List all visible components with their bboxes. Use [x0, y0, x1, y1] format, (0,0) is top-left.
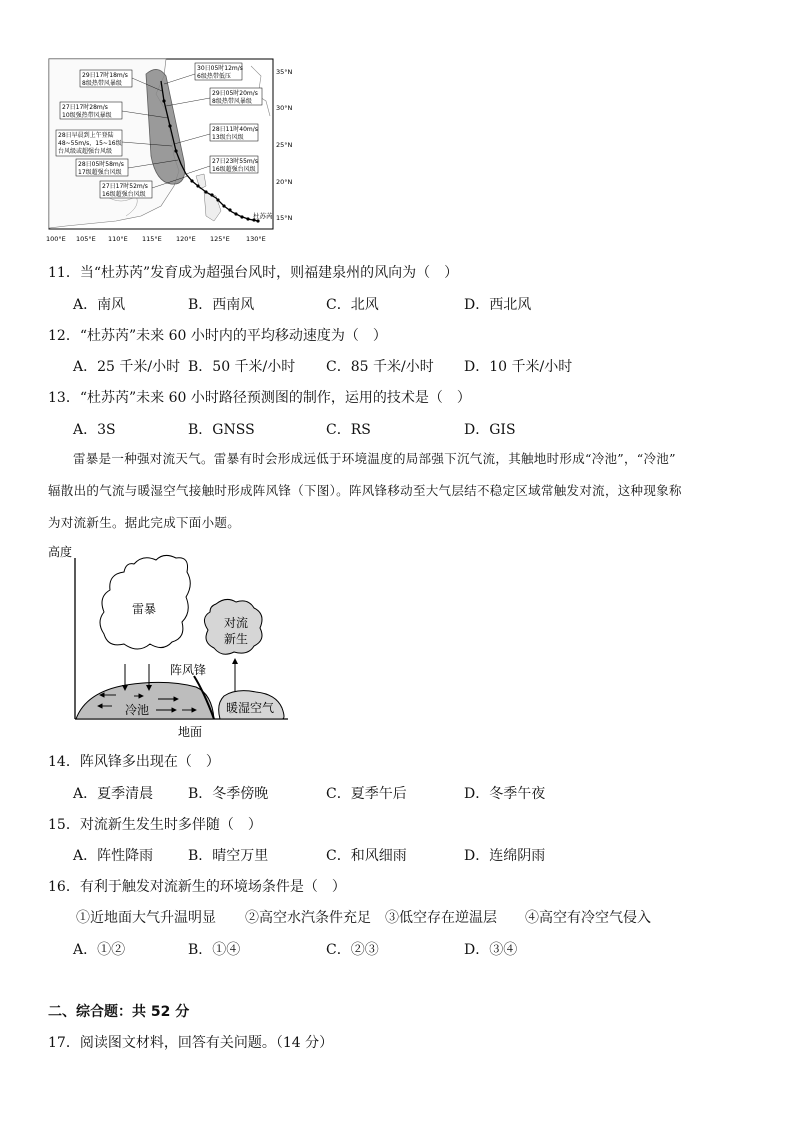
lon-label-130: 130°E: [246, 235, 266, 243]
callout-0-line2: 6级热带低压: [197, 73, 231, 80]
q12-option-b[interactable]: B．50 千米/小时: [188, 359, 296, 375]
q15-option-b[interactable]: B．晴空万里: [188, 848, 269, 864]
lon-label-120: 120°E: [176, 235, 196, 243]
question-17: 17．阅读图文材料，回答有关问题。（14 分）: [48, 1035, 334, 1051]
convection-label-line2: 新生: [224, 632, 249, 646]
q12-option-a[interactable]: A．25 千米/小时: [73, 359, 181, 375]
q16-option-c[interactable]: C．②③: [326, 942, 379, 958]
passage-line-1-text: 雷暴是一种强对流天气。雷暴有时会形成远低于环境温度的局部强下沉气流，其触地时形成“冷池”，“冷池”: [73, 451, 676, 466]
question-16: 16．有利于触发对流新生的环境场条件是（ ）: [48, 879, 346, 895]
q16-item-2: ②高空水汽条件充足: [245, 910, 371, 926]
q11-option-b[interactable]: B．西南风: [188, 297, 255, 313]
callout-5-line1: 28日早晨到上午登陆: [58, 132, 114, 139]
lon-label-100: 100°E: [46, 235, 66, 243]
q16-item-4: ④高空有冷空气侵入: [525, 910, 651, 926]
callout-8-line2: 16级超强台风级: [102, 191, 146, 198]
q14-option-a[interactable]: A．夏季清晨: [73, 786, 154, 802]
question-15: 15．对流新生发生时多伴随（ ）: [48, 817, 262, 833]
q13-option-b[interactable]: B．GNSS: [188, 422, 255, 438]
lat-label-30: 30°N: [276, 104, 293, 112]
q11-option-a[interactable]: A．南风: [73, 297, 126, 313]
question-13: 13．“杜苏芮”未来 60 小时路径预测图的制作，运用的技术是（ ）: [48, 390, 471, 406]
lat-label-25: 25°N: [276, 141, 293, 149]
callout-0-line1: 30日05时12m/s: [197, 65, 243, 72]
callout-2-line2: 8级热带风暴级: [212, 98, 252, 105]
callout-7-line2: 16级超强台风级: [212, 166, 256, 173]
callout-3-line1: 27日17时28m/s: [62, 104, 108, 111]
passage-line-1: [48, 443, 750, 475]
reading-passage: [48, 443, 750, 539]
lat-label-20: 20°N: [276, 178, 293, 186]
lon-label-125: 125°E: [210, 235, 230, 243]
q14-option-b[interactable]: B．冬季傍晚: [188, 786, 269, 802]
question-11: 11．当“杜苏芮”发育成为超强台风时，则福建泉州的风向为（ ）: [48, 265, 459, 281]
callout-4-line1: 28日11时40m/s: [212, 126, 258, 133]
warm-air-label: 暖湿空气: [226, 701, 275, 715]
lon-label-105: 105°E: [76, 235, 96, 243]
q13-option-a[interactable]: A．3S: [73, 422, 116, 438]
q11-option-d[interactable]: D．西北风: [464, 297, 532, 313]
q16-option-d[interactable]: D．③④: [464, 942, 518, 958]
callout-1-line1: 29日17时18m/s: [82, 72, 128, 79]
gust-front-diagram: [46, 542, 296, 742]
q16-item-1: ①近地面大气升温明显: [76, 910, 216, 926]
convection-label-line1: 对流: [224, 616, 249, 630]
lon-label-115: 115°E: [142, 235, 162, 243]
q14-option-c[interactable]: C．夏季午后: [326, 786, 407, 802]
passage-line-2: 辐散出的气流与暖湿空气接触时形成阵风锋（下图）。阵风锋移动至大气层结不稳定区域常触发对流，这种现象称: [48, 483, 682, 498]
lat-label-35: 35°N: [276, 68, 293, 76]
callout-5-line2: 48~55m/s，15~16级: [58, 140, 122, 147]
callout-2-line1: 29日05时20m/s: [212, 90, 258, 97]
passage-line-3: 为对流新生。据此完成下面小题。: [48, 515, 241, 530]
callout-3-line2: 10级强热带风暴级: [62, 112, 112, 119]
q11-option-c[interactable]: C．北风: [326, 297, 379, 313]
q14-option-d[interactable]: D．冬季午夜: [464, 786, 546, 802]
question-12: 12．“杜苏芮”未来 60 小时内的平均移动速度为（ ）: [48, 328, 387, 344]
callout-8-line1: 27日17时52m/s: [102, 183, 148, 190]
callout-5-line3: 台风级或超强台风级: [58, 148, 113, 155]
y-axis-label: 高度: [48, 545, 73, 559]
q16-option-a[interactable]: A．①②: [73, 942, 126, 958]
callout-1-line2: 8级热带风暴级: [82, 80, 122, 87]
typhoon-track-map: [46, 56, 308, 246]
callout-6-line2: 17级超强台风级: [78, 169, 122, 176]
q16-option-b[interactable]: B．①④: [188, 942, 241, 958]
q13-option-d[interactable]: D．GIS: [464, 422, 516, 438]
callout-7-line1: 27日23时55m/s: [212, 158, 258, 165]
gust-front-label: 阵风锋: [170, 663, 207, 677]
typhoon-name-label: 杜苏芮: [253, 212, 273, 220]
q15-option-c[interactable]: C．和风细雨: [326, 848, 407, 864]
q12-option-c[interactable]: C．85 千米/小时: [326, 359, 434, 375]
section-2-heading: 二、综合题：共 52 分: [48, 1004, 190, 1020]
cold-pool-label: 冷池: [125, 703, 150, 717]
thunderstorm-label: 雷暴: [132, 602, 157, 616]
q15-option-d[interactable]: D．连绵阴雨: [464, 848, 546, 864]
lat-label-15: 15°N: [276, 214, 293, 222]
ground-label: 地面: [178, 725, 203, 739]
question-14: 14．阵风锋多出现在（ ）: [48, 754, 220, 770]
q13-option-c[interactable]: C．RS: [326, 422, 371, 438]
q12-option-d[interactable]: D．10 千米/小时: [464, 359, 573, 375]
callout-4-line2: 13级台风级: [212, 134, 244, 141]
callout-6-line1: 28日05时58m/s: [78, 161, 124, 168]
q16-item-3: ③低空存在逆温层: [385, 910, 497, 926]
lon-label-110: 110°E: [108, 235, 128, 243]
q15-option-a[interactable]: A．阵性降雨: [73, 848, 154, 864]
